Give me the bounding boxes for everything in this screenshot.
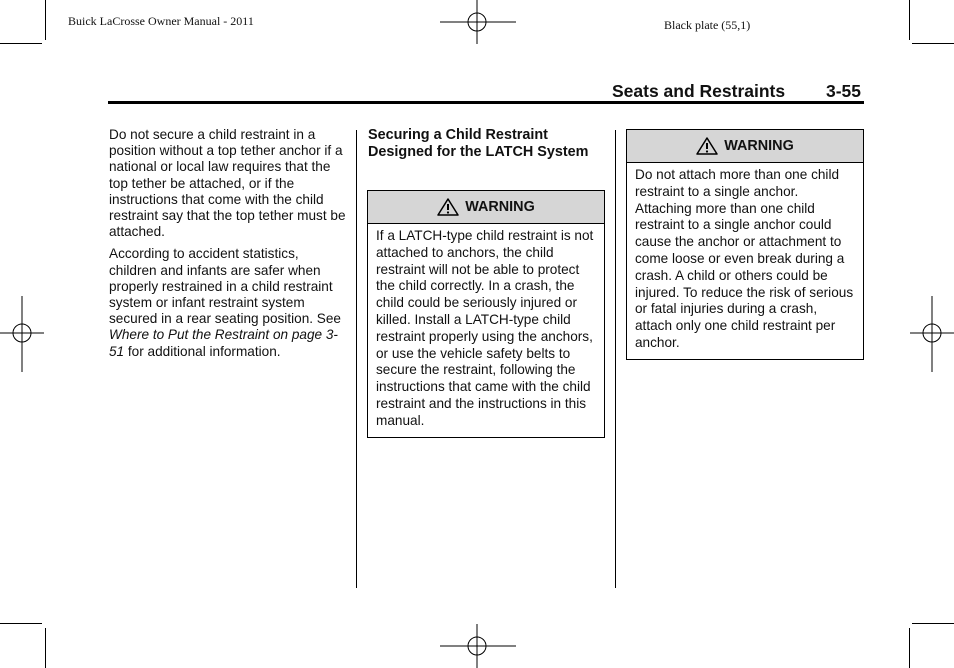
warning-icon xyxy=(696,137,718,155)
warning-icon xyxy=(437,198,459,216)
warning-box-latch xyxy=(367,190,605,438)
paragraph-statistics-tail: for additional information. xyxy=(124,343,281,359)
warning-text: Do not attach more than one child restraint to a single anchor. Attaching more than one child restraint to a single anchor could cause the anchor or attachment to come loose or even break during a crash. A child or others could be injured. To reduce the risk of serious or fatal injuries during a crash, attach only one child restraint per anchor. xyxy=(635,167,854,350)
section-title: Seats and Restraints xyxy=(612,81,786,101)
registration-mark-top xyxy=(440,0,516,44)
registration-mark-left xyxy=(0,296,44,372)
warning-label: WARNING xyxy=(724,138,794,154)
warning-header xyxy=(368,191,604,224)
plate-title: Buick LaCrosse Owner Manual - 2011 xyxy=(68,14,254,28)
column-left xyxy=(109,127,349,366)
paragraph-statistics-text: According to accident statistics, children and infants are safer when properly restrained in a child restraint system or infant restraint system secured in a rear seating position. See xyxy=(109,246,341,327)
warning-text: If a LATCH-type child restraint is not attached to anchors, the child restraint will not be able to protect the child correctly. In a crash, the child could be seriously injured or killed. Install a LATCH-type child restraint properly using the anchors, or use the vehicle safety belts to secure the restraint, following the instructions that came with the child restraint and the instructions in this manual. xyxy=(376,228,594,428)
warning-header xyxy=(627,130,863,163)
registration-mark-bottom xyxy=(440,624,516,668)
plate-number: Black plate (55,1) xyxy=(664,18,751,32)
paragraph-statistics xyxy=(109,246,349,359)
warning-box-anchor xyxy=(626,129,864,360)
warning-label: WARNING xyxy=(465,199,535,215)
header-rule xyxy=(108,101,864,104)
column-divider xyxy=(356,130,357,588)
section-heading: Securing a Child Restraint Designed for the LATCH System xyxy=(368,127,589,161)
registration-mark-right xyxy=(910,296,954,372)
cross-reference-link[interactable]: Where to Put the Restraint on page 3-51 xyxy=(109,327,338,359)
page-number: 3-55 xyxy=(826,81,862,101)
paragraph-tether: Do not secure a child restraint in a position without a top tether anchor if a national or local law requires that the top tether be attached, or if the instructions that come with the child restraint say that the top tether must be attached. xyxy=(109,127,346,240)
column-divider xyxy=(615,130,616,588)
